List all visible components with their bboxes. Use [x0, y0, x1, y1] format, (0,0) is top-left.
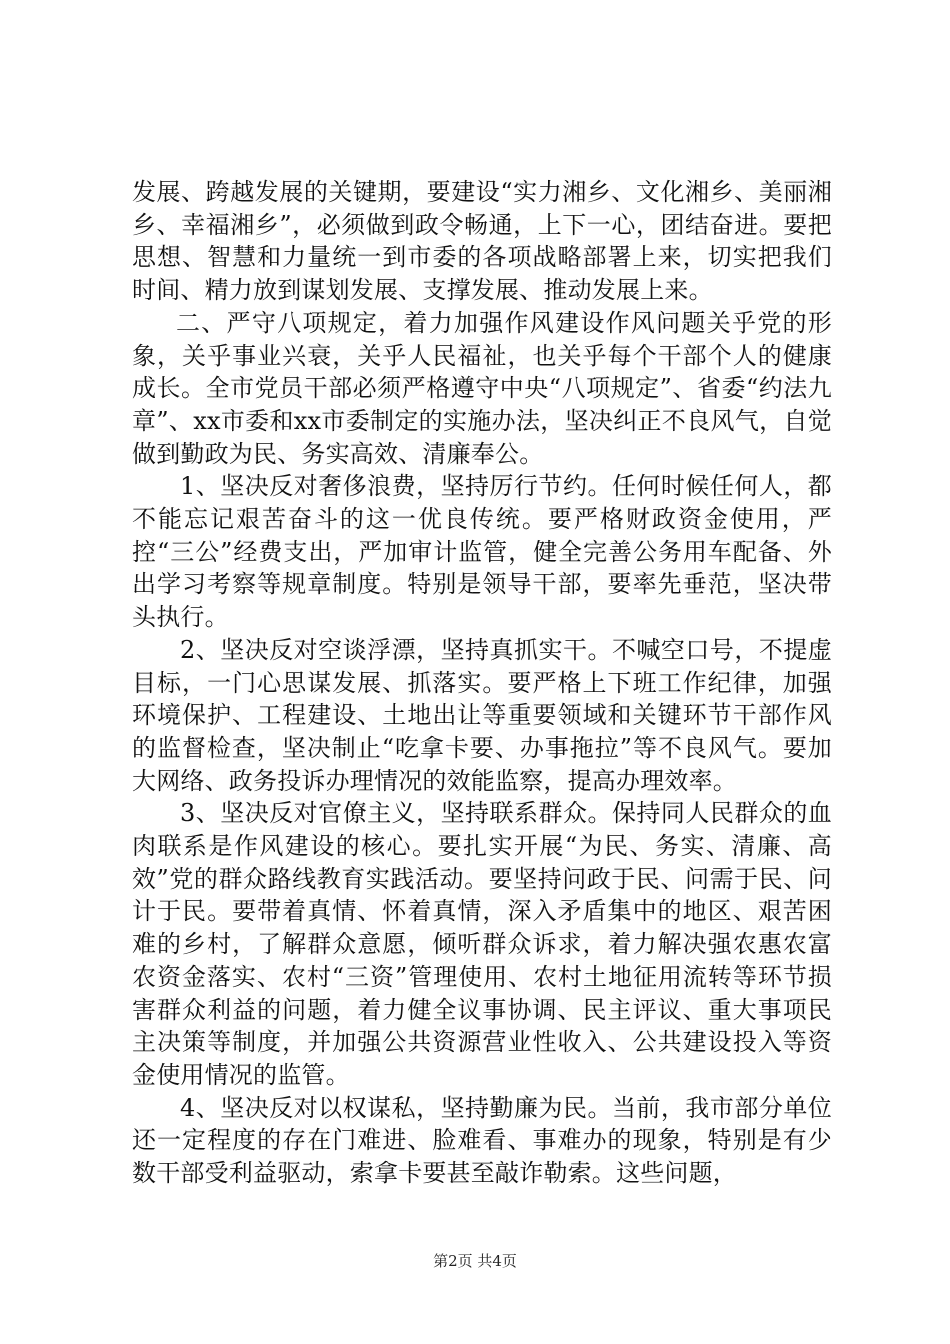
paragraph-item-1: 1、坚决反对奢侈浪费，坚持厉行节约。任何时候任何人，都不能忘记艰苦奋斗的这一优良传统。要严格财政资金使用，严控“三公”经费支出，严加审计监管，健全完善公务用车配备、外出学习考察等规章制度。特别是领导干部，要率先垂范，坚决带头执行。 — [132, 472, 832, 632]
paragraph-item-3: 3、坚决反对官僚主义，坚持联系群众。保持同人民群众的血肉联系是作风建设的核心。要扎实开展“为民、务实、清廉、高效”党的群众路线教育实践活动。要坚持问政于民、问需于民、问计于民。要带着真情、怀着真情，深入矛盾集中的地区、艰苦困难的乡村，了解群众意愿，倾听群众诉求，着力解决强农惠农富农资金落实、农村“三资”管理使用、农村土地征用流转等环节损害群众利益的问题，着力健全议事协调、民主评议、重大事项民主决策等制度，并加强公共资源营业性收入、公共建设投入等资金使用情况的监管。 — [132, 799, 832, 1089]
paragraph-item-2: 2、坚决反对空谈浮漂，坚持真抓实干。不喊空口号，不提虚目标，一门心思谋发展、抓落实。要严格上下班工作纪律，加强环境保护、工程建设、土地出让等重要领域和关键环节干部作风的监督检查，坚决制止“吃拿卡要、办事拖拉”等不良风气。要加大网络、政务投诉办理情况的效能监察，提高办理效率。 — [132, 635, 832, 795]
paragraph-continuation: 发展、跨越发展的关键期，要建设“实力湘乡、文化湘乡、美丽湘乡、幸福湘乡”，必须做到政令畅通，上下一心，团结奋进。要把思想、智慧和力量统一到市委的各项战略部署上来，切实把我们时间、精力放到谋划发展、支撑发展、推动发展上来。 — [132, 178, 832, 305]
paragraph-section-two: 二、严守八项规定，着力加强作风建设作风问题关乎党的形象，关乎事业兴衰，关乎人民福祉，也关乎每个干部个人的健康成长。全市党员干部必须严格遵守中央“八项规定”、省委“约法九章”、xx市委和xx市委制定的实施办法，坚决纠正不良风气，自觉做到勤政为民、务实高效、清廉奉公。 — [132, 308, 832, 468]
page-footer: 第2页 共4页 — [433, 1252, 517, 1270]
paragraph-item-4: 4、坚决反对以权谋私，坚持勤廉为民。当前，我市部分单位还一定程度的存在门难进、脸难看、事难办的现象，特别是有少数干部受利益驱动，索拿卡要甚至敲诈勒索。这些问题， — [132, 1093, 832, 1188]
document-body — [132, 176, 832, 1190]
